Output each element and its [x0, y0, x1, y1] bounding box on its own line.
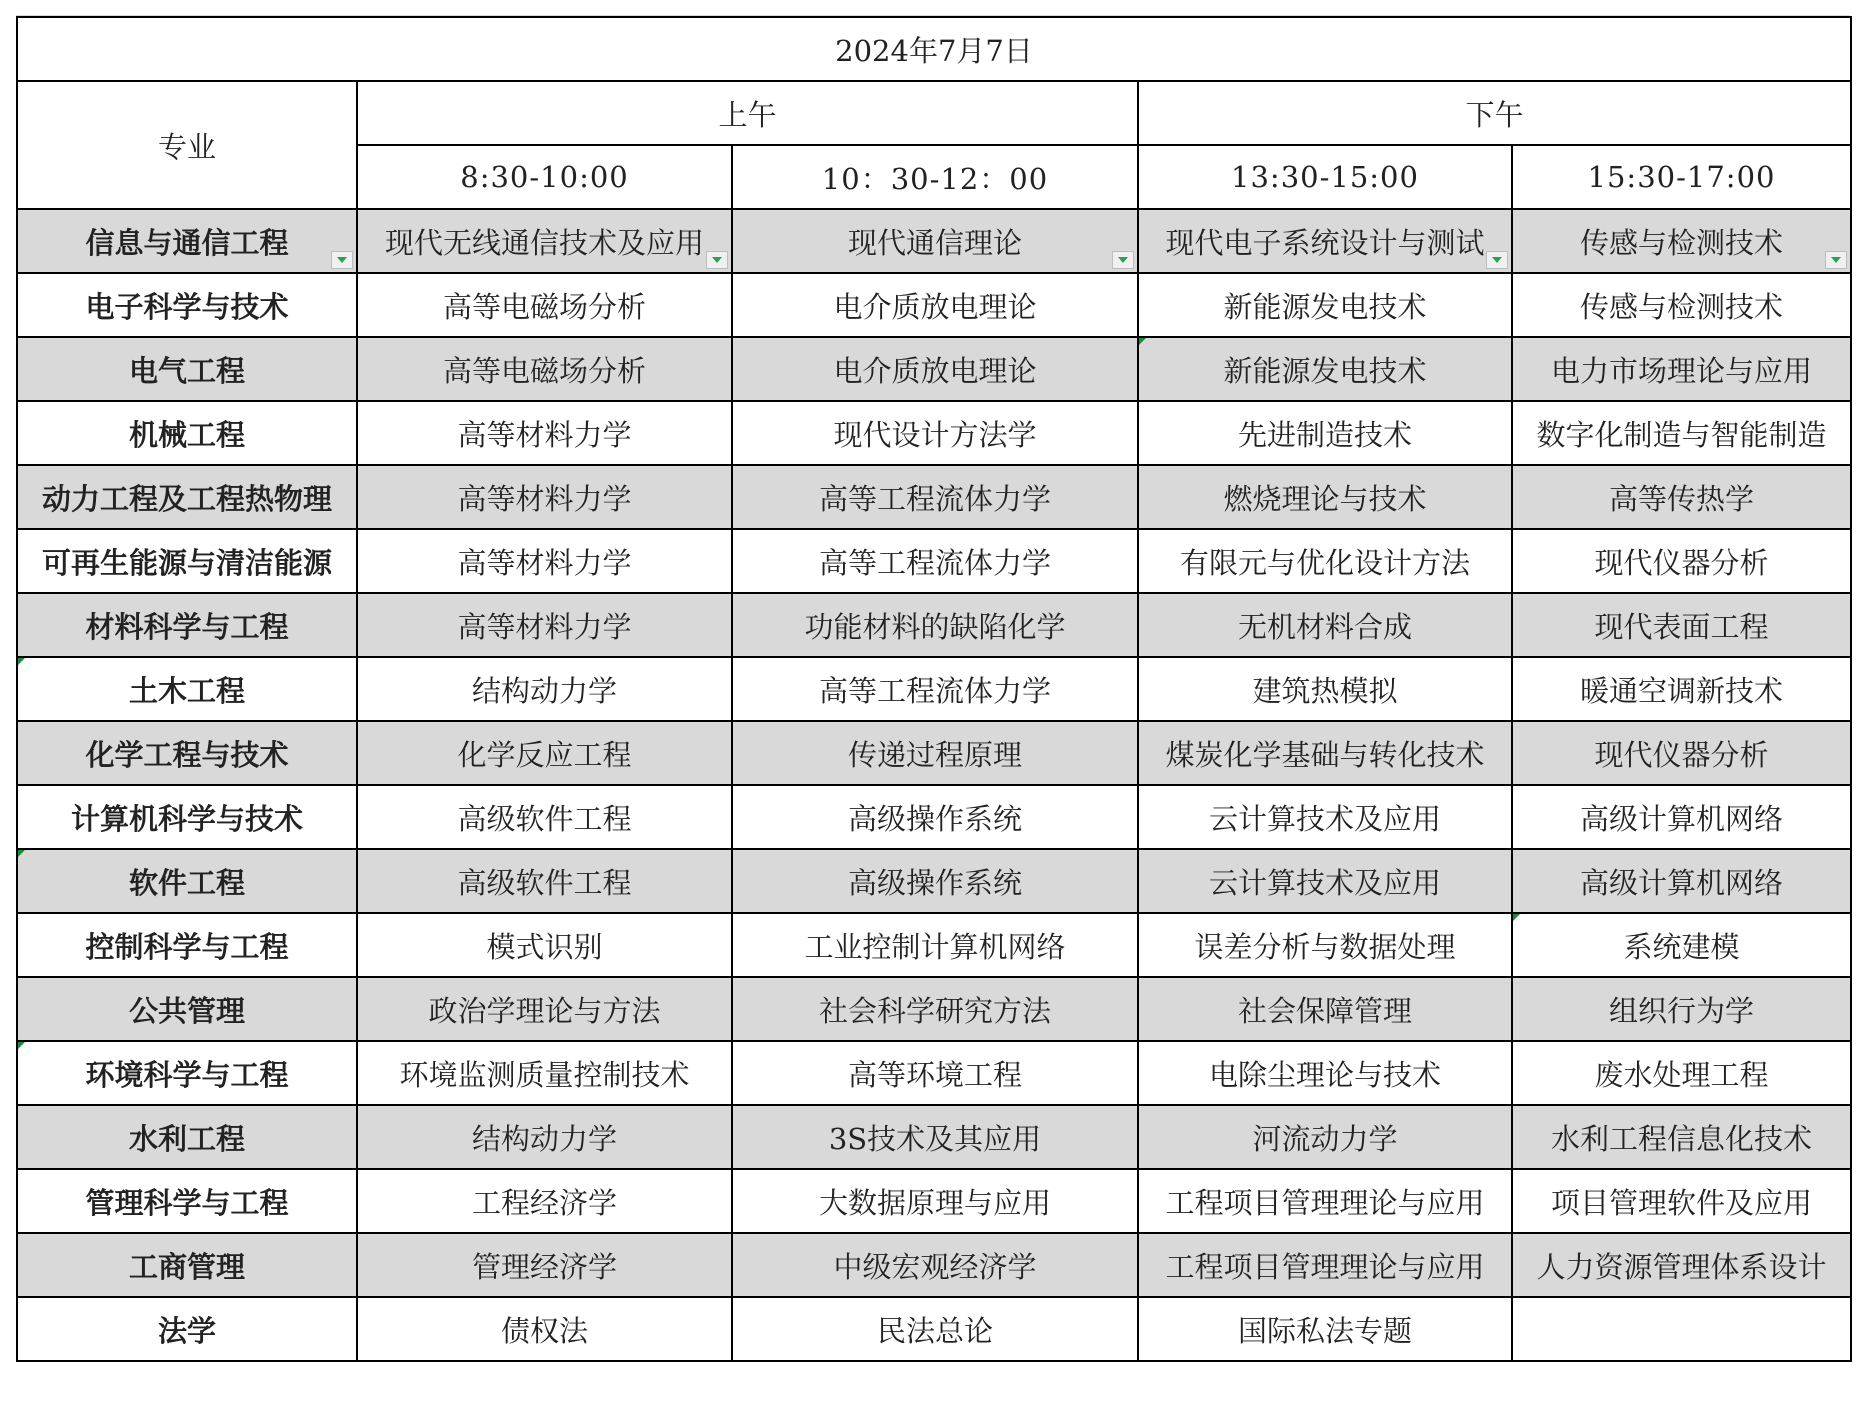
header-row-halfday	[17, 81, 1851, 145]
course-cell[interactable]: 高等材料力学	[357, 529, 732, 593]
course-cell[interactable]: 云计算技术及应用	[1138, 849, 1512, 913]
course-cell[interactable]: 大数据原理与应用	[732, 1169, 1138, 1233]
date-row	[17, 17, 1851, 81]
major-name-cell[interactable]: 信息与通信工程	[17, 209, 357, 273]
course-cell[interactable]: 新能源发电技术	[1138, 273, 1512, 337]
course-cell[interactable]: 有限元与优化设计方法	[1138, 529, 1512, 593]
dropdown-arrow-icon[interactable]	[706, 251, 728, 269]
table-row	[17, 785, 1851, 849]
course-cell[interactable]: 高等材料力学	[357, 465, 732, 529]
cell-comment-marker-icon	[18, 658, 25, 665]
course-cell[interactable]: 高级软件工程	[357, 785, 732, 849]
course-cell[interactable]: 政治学理论与方法	[357, 977, 732, 1041]
course-cell[interactable]: 高级操作系统	[732, 785, 1138, 849]
course-cell[interactable]: 建筑热模拟	[1138, 657, 1512, 721]
major-name-cell[interactable]: 电气工程	[17, 337, 357, 401]
course-cell[interactable]: 工程经济学	[357, 1169, 732, 1233]
course-cell[interactable]: 高等传热学	[1512, 465, 1851, 529]
course-cell[interactable]: 工程项目管理理论与应用	[1138, 1169, 1512, 1233]
major-name-cell[interactable]: 计算机科学与技术	[17, 785, 357, 849]
course-cell[interactable]: 暖通空调新技术	[1512, 657, 1851, 721]
course-cell[interactable]: 电介质放电理论	[732, 337, 1138, 401]
course-cell[interactable]: 先进制造技术	[1138, 401, 1512, 465]
course-cell[interactable]: 债权法	[357, 1297, 732, 1361]
cell-comment-marker-icon	[18, 850, 25, 857]
exam-schedule-table	[16, 16, 1852, 1362]
course-cell[interactable]: 无机材料合成	[1138, 593, 1512, 657]
course-cell[interactable]: 高级操作系统	[732, 849, 1138, 913]
course-cell[interactable]: 高等工程流体力学	[732, 657, 1138, 721]
course-cell[interactable]: 结构动力学	[357, 657, 732, 721]
table-row	[17, 657, 1851, 721]
course-cell[interactable]: 项目管理软件及应用	[1512, 1169, 1851, 1233]
major-name-cell[interactable]: 管理科学与工程	[17, 1169, 357, 1233]
course-cell[interactable]	[1512, 1297, 1851, 1361]
course-cell[interactable]: 高等工程流体力学	[732, 465, 1138, 529]
dropdown-arrow-icon[interactable]	[1486, 251, 1508, 269]
table-row	[17, 977, 1851, 1041]
time-slot-header[interactable]: 13:30-15:00	[1138, 145, 1512, 209]
course-cell[interactable]: 现代通信理论	[732, 209, 1138, 273]
course-cell[interactable]: 环境监测质量控制技术	[357, 1041, 732, 1105]
table-row	[17, 1105, 1851, 1169]
major-name-cell[interactable]: 动力工程及工程热物理	[17, 465, 357, 529]
course-cell[interactable]: 民法总论	[732, 1297, 1138, 1361]
course-cell[interactable]: 云计算技术及应用	[1138, 785, 1512, 849]
dropdown-arrow-icon[interactable]	[1825, 251, 1847, 269]
course-cell[interactable]: 3S技术及其应用	[732, 1105, 1138, 1169]
course-cell[interactable]: 人力资源管理体系设计	[1512, 1233, 1851, 1297]
table-row	[17, 913, 1851, 977]
major-name-cell[interactable]: 法学	[17, 1297, 357, 1361]
course-cell[interactable]: 高等材料力学	[357, 593, 732, 657]
course-cell[interactable]: 功能材料的缺陷化学	[732, 593, 1138, 657]
course-cell[interactable]: 现代表面工程	[1512, 593, 1851, 657]
table-row	[17, 593, 1851, 657]
table-row	[17, 1297, 1851, 1361]
table-row	[17, 849, 1851, 913]
exam-date[interactable]: 2024年7月7日	[17, 17, 1851, 81]
course-cell[interactable]: 传感与检测技术	[1512, 273, 1851, 337]
major-column-header[interactable]: 专业	[17, 81, 357, 209]
major-name-cell[interactable]: 土木工程	[17, 657, 357, 721]
major-name-cell[interactable]: 工商管理	[17, 1233, 357, 1297]
major-name-cell[interactable]: 可再生能源与清洁能源	[17, 529, 357, 593]
major-name-cell[interactable]: 水利工程	[17, 1105, 357, 1169]
cell-comment-marker-icon	[1513, 914, 1520, 921]
table-row	[17, 721, 1851, 785]
course-cell[interactable]: 燃烧理论与技术	[1138, 465, 1512, 529]
course-cell[interactable]: 工业控制计算机网络	[732, 913, 1138, 977]
dropdown-arrow-icon[interactable]	[331, 251, 353, 269]
major-name-cell[interactable]: 软件工程	[17, 849, 357, 913]
course-cell[interactable]: 数字化制造与智能制造	[1512, 401, 1851, 465]
course-cell[interactable]: 社会科学研究方法	[732, 977, 1138, 1041]
major-name-cell[interactable]: 材料科学与工程	[17, 593, 357, 657]
course-cell[interactable]: 现代设计方法学	[732, 401, 1138, 465]
course-cell[interactable]: 现代无线通信技术及应用	[357, 209, 732, 273]
morning-header[interactable]: 上午	[357, 81, 1138, 145]
course-cell[interactable]: 废水处理工程	[1512, 1041, 1851, 1105]
course-cell[interactable]: 管理经济学	[357, 1233, 732, 1297]
course-cell[interactable]: 河流动力学	[1138, 1105, 1512, 1169]
course-cell[interactable]: 高等电磁场分析	[357, 337, 732, 401]
course-cell[interactable]: 电介质放电理论	[732, 273, 1138, 337]
course-cell[interactable]: 现代仪器分析	[1512, 721, 1851, 785]
course-cell[interactable]: 高等工程流体力学	[732, 529, 1138, 593]
table-row	[17, 209, 1851, 273]
major-name-cell[interactable]: 机械工程	[17, 401, 357, 465]
course-cell[interactable]: 传递过程原理	[732, 721, 1138, 785]
time-slot-header[interactable]: 15:30-17:00	[1512, 145, 1851, 209]
course-cell[interactable]: 现代仪器分析	[1512, 529, 1851, 593]
course-cell[interactable]: 电除尘理论与技术	[1138, 1041, 1512, 1105]
course-cell[interactable]: 高等环境工程	[732, 1041, 1138, 1105]
course-cell[interactable]: 组织行为学	[1512, 977, 1851, 1041]
table-row	[17, 273, 1851, 337]
course-cell[interactable]: 现代电子系统设计与测试	[1138, 209, 1512, 273]
course-cell[interactable]: 高等电磁场分析	[357, 273, 732, 337]
course-cell[interactable]: 结构动力学	[357, 1105, 732, 1169]
course-cell[interactable]: 高等材料力学	[357, 401, 732, 465]
course-cell[interactable]: 工程项目管理理论与应用	[1138, 1233, 1512, 1297]
table-row	[17, 1169, 1851, 1233]
course-cell[interactable]: 模式识别	[357, 913, 732, 977]
course-cell[interactable]: 中级宏观经济学	[732, 1233, 1138, 1297]
course-cell[interactable]: 新能源发电技术	[1138, 337, 1512, 401]
course-cell[interactable]: 化学反应工程	[357, 721, 732, 785]
course-cell[interactable]: 传感与检测技术	[1512, 209, 1851, 273]
major-name-cell[interactable]: 电子科学与技术	[17, 273, 357, 337]
major-name-cell[interactable]: 公共管理	[17, 977, 357, 1041]
course-cell[interactable]: 误差分析与数据处理	[1138, 913, 1512, 977]
course-cell[interactable]: 系统建模	[1512, 913, 1851, 977]
course-cell[interactable]: 水利工程信息化技术	[1512, 1105, 1851, 1169]
table-row	[17, 465, 1851, 529]
table-row	[17, 1041, 1851, 1105]
cell-comment-marker-icon	[1139, 338, 1146, 345]
major-name-cell[interactable]: 环境科学与工程	[17, 1041, 357, 1105]
cell-comment-marker-icon	[18, 1042, 25, 1049]
course-cell[interactable]: 国际私法专题	[1138, 1297, 1512, 1361]
table-row	[17, 529, 1851, 593]
major-name-cell[interactable]: 控制科学与工程	[17, 913, 357, 977]
course-cell[interactable]: 高级软件工程	[357, 849, 732, 913]
course-cell[interactable]: 电力市场理论与应用	[1512, 337, 1851, 401]
course-cell[interactable]: 高级计算机网络	[1512, 849, 1851, 913]
afternoon-header[interactable]: 下午	[1138, 81, 1851, 145]
table-row	[17, 401, 1851, 465]
time-slot-header[interactable]: 8:30-10:00	[357, 145, 732, 209]
course-cell[interactable]: 煤炭化学基础与转化技术	[1138, 721, 1512, 785]
course-cell[interactable]: 高级计算机网络	[1512, 785, 1851, 849]
major-name-cell[interactable]: 化学工程与技术	[17, 721, 357, 785]
table-row	[17, 337, 1851, 401]
dropdown-arrow-icon[interactable]	[1112, 251, 1134, 269]
table-row	[17, 1233, 1851, 1297]
time-slot-header[interactable]: 10：30-12：00	[732, 145, 1138, 209]
course-cell[interactable]: 社会保障管理	[1138, 977, 1512, 1041]
